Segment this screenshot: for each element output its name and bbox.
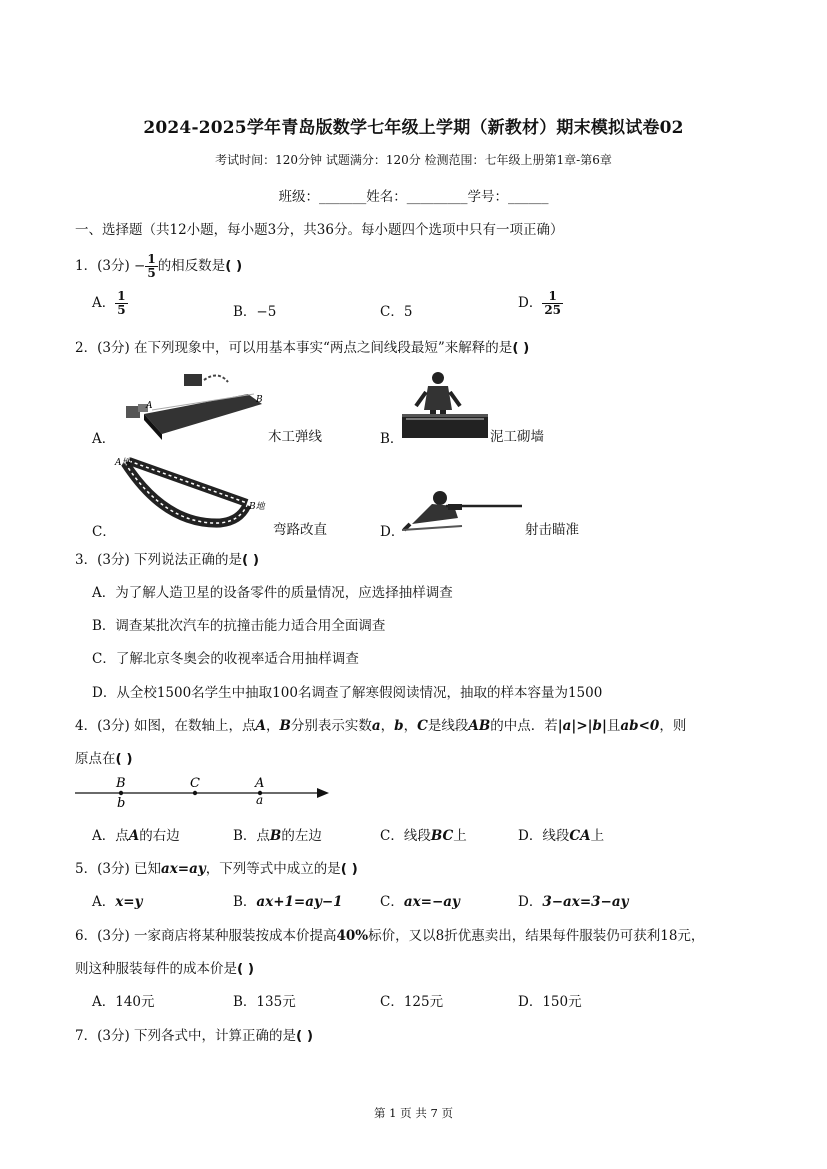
question-3-option-c: C．了解北京冬奥会的收视率适合用抽样调查 bbox=[92, 651, 359, 667]
question-6-stem bbox=[75, 924, 704, 944]
shooter-image bbox=[402, 486, 524, 532]
option-text: D．线段 bbox=[518, 828, 570, 844]
question-6-stem-line2 bbox=[75, 957, 254, 977]
question-text: 原点在 bbox=[75, 751, 116, 767]
curved-road-image bbox=[115, 455, 275, 535]
question-text: ，下列等式中成立的是 bbox=[205, 861, 341, 877]
question-4-option-a bbox=[92, 824, 180, 844]
question-text: ，则 bbox=[659, 718, 687, 734]
punctuation: ， bbox=[403, 718, 418, 734]
option-text: C．线段 bbox=[380, 828, 431, 844]
number-line-label-c: C bbox=[190, 776, 200, 791]
exam-meta: 考试时间：120分钟 试题满分：120分 检测范围：七年级上册第1章-第6章 bbox=[215, 153, 612, 167]
option-text: B．点 bbox=[233, 828, 270, 844]
question-1-option-d bbox=[518, 290, 563, 317]
option-label: C． bbox=[380, 894, 404, 910]
number-line-label-b: B bbox=[116, 776, 126, 791]
math-expression: ab<0 bbox=[620, 718, 660, 734]
math-expression: ax=−ay bbox=[403, 894, 460, 910]
question-2-stem bbox=[75, 336, 529, 356]
option-text: 的左边 bbox=[281, 828, 322, 844]
question-5-option-c bbox=[380, 890, 460, 910]
math-symbol: A bbox=[128, 828, 140, 844]
math-expression: 40% bbox=[336, 928, 369, 944]
bricklayer-image bbox=[400, 370, 490, 440]
answer-paren: ( ) bbox=[115, 751, 133, 767]
question-text: 7．(3分) 下列各式中，计算正确的是 bbox=[75, 1028, 297, 1044]
question-text: 5．(3分) 已知 bbox=[75, 861, 162, 877]
answer-paren: ( ) bbox=[242, 552, 260, 568]
fraction-numerator: 1 bbox=[542, 290, 563, 304]
question-4-option-d bbox=[518, 824, 604, 844]
answer-paren: ( ) bbox=[340, 861, 358, 877]
question-2-option-d-label: D． bbox=[380, 524, 405, 540]
answer-paren: ( ) bbox=[237, 961, 255, 977]
answer-paren: ( ) bbox=[296, 1028, 314, 1044]
student-info-line: 班级：_______姓名：_________学号：______ bbox=[278, 189, 549, 205]
math-symbol: B bbox=[269, 828, 282, 844]
question-2-option-d-caption: 射击瞄准 bbox=[525, 522, 579, 538]
math-symbol: b bbox=[394, 718, 404, 734]
start-place-label: A地 bbox=[115, 458, 131, 468]
option-label: D． bbox=[518, 295, 543, 311]
answer-paren: ( ) bbox=[225, 258, 243, 274]
number-line-label-a: A bbox=[255, 776, 265, 791]
option-text: 上 bbox=[453, 828, 467, 844]
question-2-option-c-label: C． bbox=[92, 524, 116, 540]
punctuation: ， bbox=[266, 718, 280, 734]
option-text: A．点 bbox=[92, 828, 129, 844]
math-expression: 3−ax=3−ay bbox=[542, 894, 629, 910]
question-6-option-c: C．125元 bbox=[380, 994, 444, 1010]
question-5-stem bbox=[75, 857, 358, 877]
math-symbol: C bbox=[417, 718, 428, 734]
page-title: 2024-2025学年青岛版数学七年级上学期（新教材）期末模拟试卷02 bbox=[143, 118, 684, 138]
math-symbol: B bbox=[279, 718, 291, 734]
fraction-denominator: 5 bbox=[117, 303, 126, 317]
question-1-option-a bbox=[92, 290, 128, 317]
math-symbol: A bbox=[255, 718, 266, 734]
question-6-option-d: D．150元 bbox=[518, 994, 582, 1010]
math-symbol: a bbox=[371, 718, 381, 734]
question-3-option-d: D．从全校1500名学生中抽取100名调查了解寒假阅读情况，抽取的样本容量为1500 bbox=[92, 685, 603, 701]
question-2-option-a-label: A． bbox=[92, 431, 116, 447]
math-expression: x=y bbox=[115, 894, 143, 910]
math-expression: ax+1=ay−1 bbox=[256, 894, 343, 910]
question-2-option-b-label: B． bbox=[380, 431, 404, 447]
question-3-option-a: A．为了解人造卫星的设备零件的质量情况，应选择抽样调查 bbox=[92, 585, 453, 601]
question-4-option-c bbox=[380, 824, 467, 844]
question-1-option-c: C．5 bbox=[380, 304, 413, 320]
question-text: 6．(3分) 一家商店将某种服装按成本价提高 bbox=[75, 928, 337, 944]
number-line-figure bbox=[75, 775, 335, 811]
question-2-option-b-caption: 泥工砌墙 bbox=[490, 429, 544, 445]
question-1-stem bbox=[75, 253, 242, 280]
question-7-stem bbox=[75, 1024, 313, 1044]
question-3-stem bbox=[75, 548, 259, 568]
number-line-value-b: b bbox=[117, 796, 126, 811]
math-symbol: BC bbox=[430, 828, 454, 844]
math-expression: |a|>|b| bbox=[557, 718, 607, 734]
carpenter-line-image bbox=[118, 370, 268, 442]
question-text: 分别表示实数 bbox=[290, 718, 372, 734]
question-5-option-b bbox=[233, 890, 343, 910]
number-line-value-a: a bbox=[256, 793, 264, 807]
fraction-denominator: 25 bbox=[544, 303, 562, 317]
punctuation: ， bbox=[380, 718, 395, 734]
question-4-stem bbox=[75, 714, 686, 734]
fraction-sign: − bbox=[134, 258, 146, 274]
question-2-option-c-caption: 弯路改直 bbox=[273, 522, 327, 538]
answer-paren: ( ) bbox=[512, 340, 530, 356]
math-symbol: AB bbox=[468, 718, 491, 734]
fraction-denominator: 5 bbox=[147, 266, 156, 280]
question-1-option-b: B．−5 bbox=[233, 304, 277, 320]
fraction-numerator: 1 bbox=[147, 252, 156, 266]
point-a-label: A bbox=[146, 401, 153, 411]
option-label: B． bbox=[233, 894, 257, 910]
fraction bbox=[115, 290, 127, 317]
question-5-option-a bbox=[92, 890, 142, 910]
question-text: 标价，又以8折优惠卖出，结果每件服装仍可获利18元， bbox=[368, 928, 705, 944]
question-4-option-b bbox=[233, 824, 322, 844]
fraction bbox=[542, 290, 563, 317]
point-b-label: B bbox=[256, 395, 263, 405]
question-text: 3．(3分) 下列说法正确的是 bbox=[75, 552, 243, 568]
option-label: A． bbox=[92, 295, 116, 311]
question-text: 是线段 bbox=[427, 718, 469, 734]
question-3-option-b: B．调查某批次汽车的抗撞击能力适合用全面调查 bbox=[92, 618, 386, 634]
end-place-label: B地 bbox=[249, 502, 265, 512]
question-text: 则这种服装每件的成本价是 bbox=[75, 961, 237, 977]
question-6-option-b: B．135元 bbox=[233, 994, 296, 1010]
page-footer: 第 1 页 共 7 页 bbox=[374, 1106, 453, 1120]
question-2-option-a-caption: 木工弹线 bbox=[268, 429, 322, 445]
fraction bbox=[145, 253, 157, 280]
question-text: 的中点．若 bbox=[490, 718, 558, 734]
option-text: 上 bbox=[590, 828, 605, 844]
math-expression: ax=ay bbox=[161, 861, 206, 877]
question-5-option-d bbox=[518, 890, 628, 910]
question-6-option-a: A．140元 bbox=[92, 994, 155, 1010]
question-4-stem-line2 bbox=[75, 747, 133, 767]
question-text: 的相反数是 bbox=[157, 258, 226, 274]
question-text: 2．(3分) 在下列现象中，可以用基本事实“两点之间线段最短”来解释的是 bbox=[75, 340, 513, 356]
option-label: A． bbox=[92, 894, 116, 910]
question-text: 且 bbox=[606, 718, 621, 734]
question-text: 4．(3分) 如图，在数轴上，点 bbox=[75, 718, 256, 734]
math-symbol: CA bbox=[569, 828, 591, 844]
question-number: 1．(3分) bbox=[75, 258, 130, 274]
fraction-numerator: 1 bbox=[117, 289, 126, 303]
option-label: D． bbox=[518, 894, 543, 910]
option-text: 的右边 bbox=[139, 828, 180, 844]
section-header: 一、选择题（共12小题，每小题3分，共36分。每小题四个选项中只有一项正确） bbox=[75, 222, 564, 238]
